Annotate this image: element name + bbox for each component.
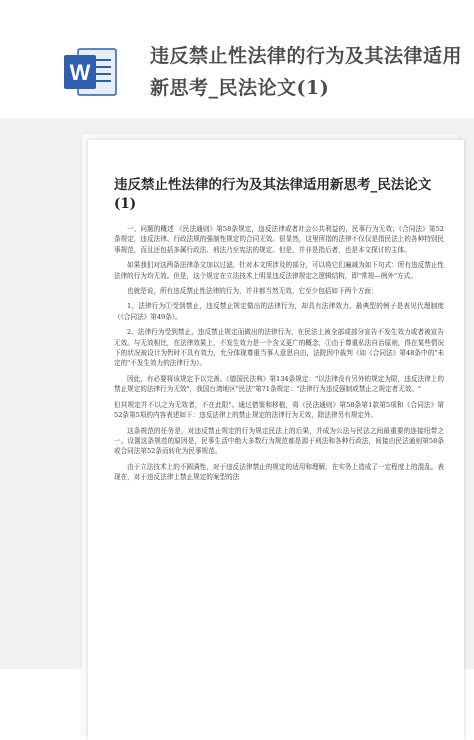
paragraph: 2、法律行为受到禁止，违反禁止规定而做出的法律行为，在民法上被全部或部分宣告不发生效力或者被宣告无效。与无效相比，在法律效果上，不发生效力是一个含义更广的概念，①由于尊重私法自治原则，得在某些情况下的状况被设计为暂时不具有效力，允分体现尊重当事人意思自由，法院因中裁判《如《合同法》第48条中的"未定的"不发生效力的法律行为）。: [114, 328, 444, 368]
document-preview-area: [0, 118, 474, 669]
paragraph: 1、法律行为①受到禁止，违反禁止规定做出的法律行为，却具有法律效力。最典型的例子是表见代理制度（《合同法》第49条）。: [114, 302, 444, 321]
paragraph: 因此，有必要将该规定予以完善。《德国民法典》第134条规定："以法律没有另外的规定为限，违反法律上的禁止规定的法律行为无效"，我国台湾地区"民法"第71条规定："法律行为违反强制或禁止之规定者无效。": [114, 374, 444, 394]
paragraph: 如果我们对这两条法律条文加以过滤，针对本文所涉及的部分，可以将它们遍减为如下句式：所有违反禁止性法律的行为均无效。但是，这个规定在立法技术上明显违反法律规定之逻辑结构，即"常规—例外"方式。: [114, 261, 444, 280]
paragraph: 但其规定并不以之为无效者，不在此限"。通过借鉴和移植，将《民法通则》第58条第1款第5项和《合同法》第52条第5项的内容表述如下：违反法律上的禁止规定的法律行为无效，除法律另有规定外。: [114, 400, 444, 420]
paragraph: 一、问题的概述 《民法通则》第58条规定，违反法律或者社会公共利益的，民事行为无效；《合同法》第52条规定，违反法律、行政法规的强制性规定的合同无效。很显然，这里所指的法律不仅仅是指民法上的各种特别民事规范，而且还包括多属行政法、刑法乃至宪法的规定。但是，并非是指后者，也是本文探讨的主体。: [114, 225, 444, 254]
word-document-icon: [62, 47, 118, 97]
document-page: [88, 140, 464, 740]
paragraph: 也就是说，所有违反禁止性法律的行为，并非都当然无效，它至少包括如下两个方面：: [127, 287, 378, 296]
page-header: [0, 0, 474, 125]
paragraph: 由于立法技术上的不圆满性，对于违反法律禁止的规定的适用和理解，在实务上造成了一定程度上的混乱。表现在，对于违反法律上禁止规定的案型的法: [114, 462, 444, 482]
paragraph: 这条规范的任务是，对违反禁止规定的行为规定民法上的后果，并成为公法与民法之间最重要的连接纽带之一。设置这条规范的原因是，民事生活中绝大多数行为规范都是源于刑法和各种行政法，间接由民法通则第58条或合同法第52条而转化为民事规范。: [114, 426, 444, 456]
document-body: [114, 224, 444, 488]
svg-text:W: W: [69, 60, 91, 85]
document-title: 违反禁止性法律的行为及其法律适用新思考_民法论文(1): [114, 177, 432, 212]
header-title: 违反禁止性法律的行为及其法律适用新思考_民法论文(1): [150, 45, 463, 99]
